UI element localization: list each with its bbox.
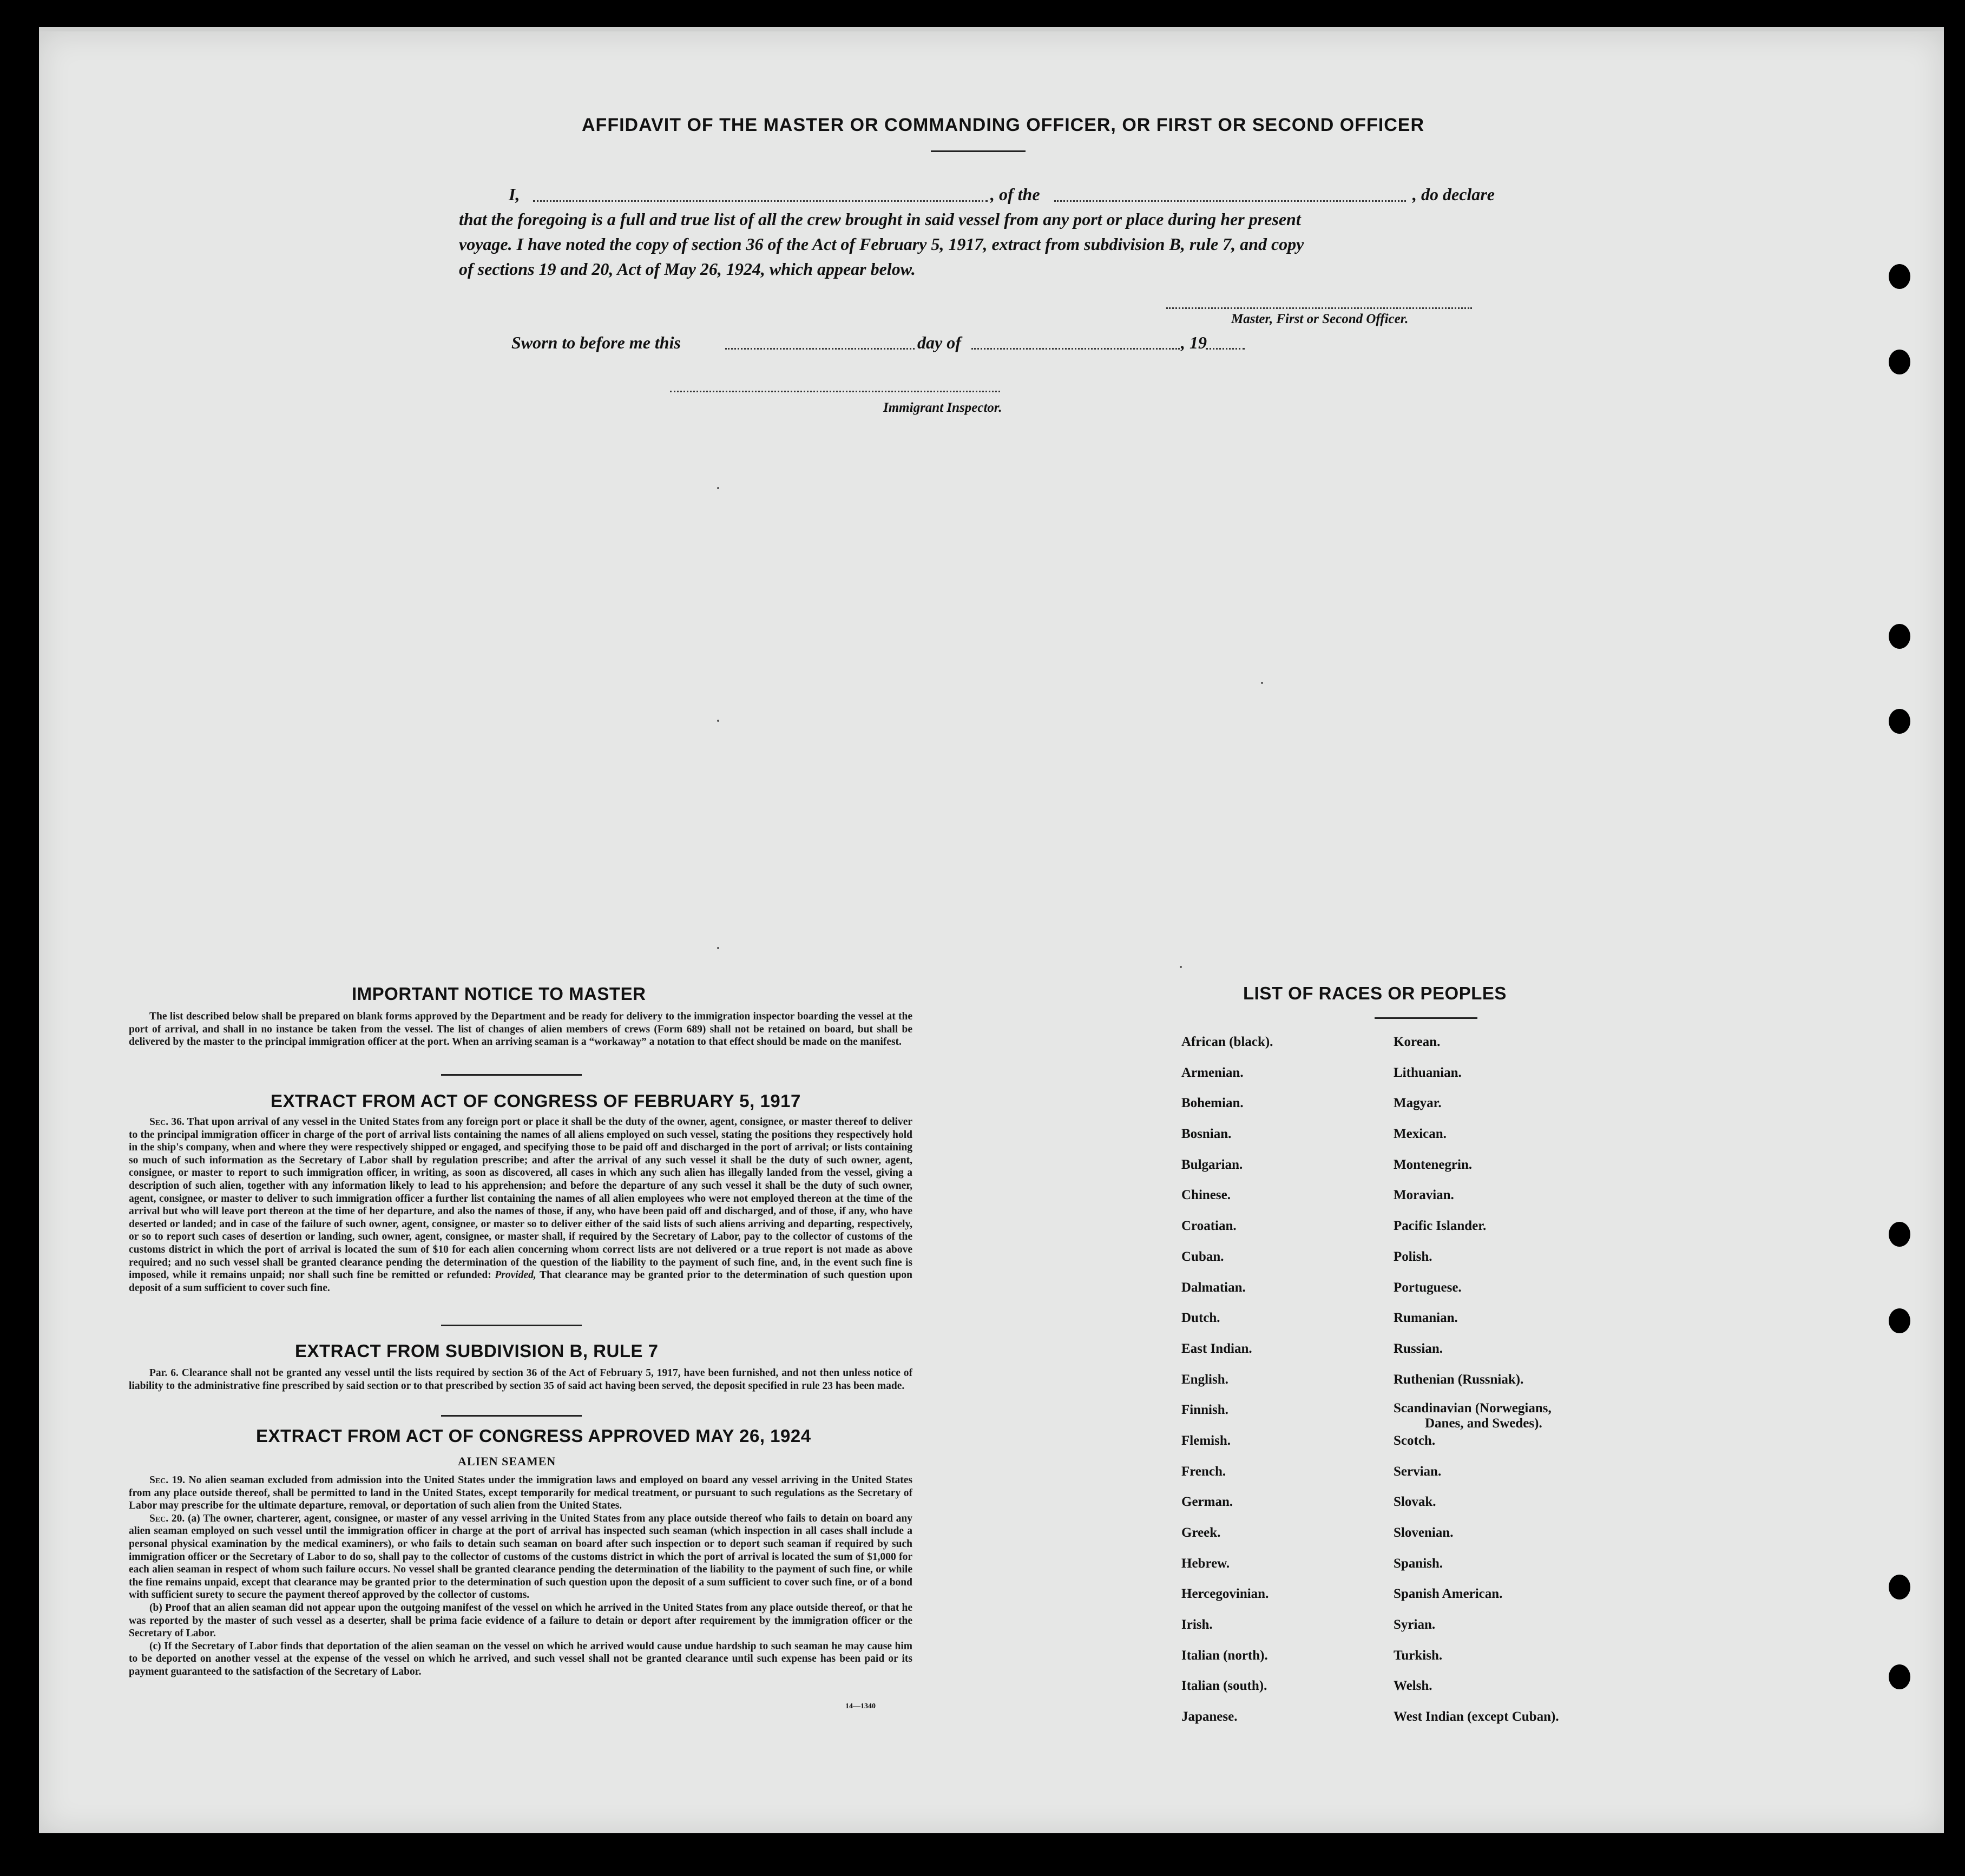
master-signature-label: Master, First or Second Officer. xyxy=(1231,312,1409,326)
inspector-signature-blank[interactable] xyxy=(670,391,1000,392)
race-item: Spanish American. xyxy=(1394,1587,1503,1602)
section-rule xyxy=(441,1415,582,1417)
section-20-label: Sec. 20. xyxy=(149,1512,185,1524)
sworn-month-blank[interactable] xyxy=(971,348,1180,350)
race-item: Turkish. xyxy=(1394,1648,1443,1663)
notice-paragraph: The list described below shall be prepared on blank forms approved by the Department and be ready for delivery to the immigration inspector boarding the vessel at the port of arrival, and shall in no instance be taken from the vessel. The list of changes of alien members of crews (Form 689) shall not be retained on board, but shall be delivered by the master to the principal immigration officer at the port. When an arriving seaman is a “workaway” a notation to that effect should be made on the manifest. xyxy=(129,1011,912,1048)
section-36-label: Sec. 36. xyxy=(149,1116,185,1128)
race-item: Polish. xyxy=(1394,1249,1432,1264)
name-blank[interactable] xyxy=(533,200,988,202)
declaration-line-2: that the foregoing is a full and true list of all the crew brought in said vessel from any port or place during her present xyxy=(459,209,1301,229)
races-right-column xyxy=(1394,1033,1559,1739)
section-36-text-end: That clearance may be granted prior to the determination of such question upon deposit of a sum sufficient to cover such fine. xyxy=(129,1269,912,1294)
extract-1924-title: EXTRACT FROM ACT OF CONGRESS APPROVED MAY 26, 1924 xyxy=(256,1426,811,1446)
section-19-label: Sec. 19. xyxy=(149,1475,186,1486)
race-item: Welsh. xyxy=(1394,1678,1432,1694)
race-item: Spanish. xyxy=(1394,1556,1443,1571)
sworn-day-blank[interactable] xyxy=(725,348,915,350)
race-item: Hebrew. xyxy=(1181,1556,1230,1571)
form-number: 14—1340 xyxy=(845,1702,876,1710)
race-item: Hercegovinian. xyxy=(1181,1587,1269,1602)
sworn-prefix: Sworn to before me this xyxy=(511,333,681,352)
affidavit-title: AFFIDAVIT OF THE MASTER OR COMMANDING OFFICER, OR FIRST OR SECOND OFFICER xyxy=(582,115,1424,135)
race-item: Croatian. xyxy=(1181,1219,1237,1234)
race-item: Ruthenian (Russniak). xyxy=(1394,1372,1524,1387)
extract-rule7-body xyxy=(129,1367,912,1392)
notice-body xyxy=(129,1010,912,1049)
master-signature-blank[interactable] xyxy=(1166,307,1472,309)
binder-hole xyxy=(1889,350,1910,374)
race-item: Italian (south). xyxy=(1181,1678,1267,1694)
race-item: Pacific Islander. xyxy=(1394,1219,1487,1234)
sworn-year-blank[interactable] xyxy=(1206,348,1245,350)
vessel-blank[interactable] xyxy=(1054,200,1406,202)
race-item: Italian (north). xyxy=(1181,1648,1268,1663)
race-item: Servian. xyxy=(1394,1464,1442,1479)
section-20c-paragraph: (c) If the Secretary of Labor finds that deportation of the alien seaman on the vessel on which he arrived would cause undue hardship to such seaman he may cause him to be deported on another vessel at the expense of the vessel on which he arrived, and such vessel shall not be granted clearance until such expense has been paid or its payment guaranteed to the satisfaction of the Secretary of Labor. xyxy=(129,1640,912,1677)
race-item: Bosnian. xyxy=(1181,1127,1232,1142)
race-item: Lithuanian. xyxy=(1394,1065,1462,1080)
declaration-of-the: , of the xyxy=(990,185,1040,204)
binder-hole xyxy=(1889,1222,1910,1247)
extract-rule7-title: EXTRACT FROM SUBDIVISION B, RULE 7 xyxy=(295,1341,659,1361)
alien-seamen-subtitle: ALIEN SEAMEN xyxy=(458,1454,556,1468)
race-item: Dutch. xyxy=(1181,1311,1220,1326)
race-item: African (black). xyxy=(1181,1035,1273,1049)
extract-1924-body xyxy=(129,1474,912,1678)
section-36-paragraph xyxy=(129,1116,912,1294)
binder-hole xyxy=(1889,709,1910,734)
speck xyxy=(1261,682,1263,684)
races-title-rule xyxy=(1375,1017,1477,1019)
race-item: Scandinavian (Norwegians, Danes, and Swedes). xyxy=(1394,1401,1559,1432)
race-item: Bohemian. xyxy=(1181,1096,1244,1111)
races-title: LIST OF RACES OR PEOPLES xyxy=(1243,983,1507,1003)
race-item: West Indian (except Cuban). xyxy=(1394,1709,1559,1724)
race-item: Chinese. xyxy=(1181,1188,1231,1203)
race-item: Montenegrin. xyxy=(1394,1157,1473,1172)
race-item: Greek. xyxy=(1181,1525,1221,1540)
race-item: Cuban. xyxy=(1181,1249,1224,1264)
race-item: Dalmatian. xyxy=(1181,1280,1246,1295)
race-item: Japanese. xyxy=(1181,1709,1238,1724)
race-item: Mexican. xyxy=(1394,1127,1447,1142)
speck xyxy=(717,487,719,489)
races-left-column xyxy=(1181,1033,1273,1739)
race-item: Magyar. xyxy=(1394,1096,1442,1111)
race-item: Slovak. xyxy=(1394,1495,1436,1510)
section-rule xyxy=(441,1325,582,1326)
notice-title: IMPORTANT NOTICE TO MASTER xyxy=(352,984,646,1004)
extract-1917-title: EXTRACT FROM ACT OF CONGRESS OF FEBRUARY 5, 1917 xyxy=(271,1091,801,1111)
race-item: French. xyxy=(1181,1464,1226,1479)
race-item: Slovenian. xyxy=(1394,1525,1454,1540)
section-19-text: No alien seaman excluded from admission into the United States under the immigration laws and employed on board any vessel arriving in the United States from any place outside thereof, shall be permitted to land in the United States, except temporarily for medical treatment, or pursuant to such regulations as the Secretary of Labor may prescribe for the ultimate departure, removal, or deportation of such alien from the United States. xyxy=(129,1475,912,1512)
provided-word: Provided, xyxy=(495,1269,536,1281)
section-19-paragraph xyxy=(129,1474,912,1512)
race-item: Korean. xyxy=(1394,1035,1441,1049)
extract-1917-body xyxy=(129,1116,912,1294)
race-item: Bulgarian. xyxy=(1181,1157,1243,1172)
section-20b-paragraph: (b) Proof that an alien seaman did not appear upon the outgoing manifest of the vessel on which he arrived in the United States from any place outside thereof, or that he was reported by the master of such vessel as a deserter, shall be prima facie evidence of a failure to detain or deport after requirement by the immigration officer or the Secretary of Labor. xyxy=(129,1602,912,1640)
race-item-continuation: Danes, and Swedes). xyxy=(1425,1416,1542,1431)
binder-hole xyxy=(1889,264,1910,289)
binder-hole xyxy=(1889,1664,1910,1689)
race-item: East Indian. xyxy=(1181,1341,1252,1356)
section-20a-text: (a) The owner, charterer, agent, consignee, or master of any vessel arriving in the United States from any place outside thereof who fails to detain on board any alien seaman employed on such vessel until the immigration officer in charge at the port of arrival has inspected such seaman (which inspection in all cases shall include a personal physical examination by the medical examiners), or who fails to detain such seaman on board after such inspection or to deport such seaman if required by such immigration officer or the Secretary of Labor to do so, shall pay to the collector of customs of the customs district in which the port of arrival is located the sum of $1,000 for each alien seaman in respect of whom such failure occurs. No vessel shall be granted clearance pending the determination of the liability to the payment of such fine, or while the fine remains unpaid, except that clearance may be granted prior to the determination of such question upon the deposit of a sum sufficient to cover such fine, or of a bond with sufficient surety to secure the payment thereof approved by the collector of customs. xyxy=(129,1512,912,1601)
declaration-do-declare: , do declare xyxy=(1412,185,1495,204)
declaration-i: I, xyxy=(509,185,520,204)
section-36-text: That upon arrival of any vessel in the United States from any foreign port or place it shall be the duty of the owner, agent, consignee, or master thereof to deliver to the principal immigration officer in charge of the port of arrival lists containing the names of all aliens employed on such vessel, stating the positions they respectively hold in the ship's company, when and where they were respectively shipped or engaged, and specifying those to be paid off and discharged in the port of arrival; or lists containing so much of such information as the Secretary of Labor shall by regulation prescribe; and after the arrival of any such vessel it shall be the duty of such owner, agent, consignee, or master to report to such immigration officer, in writing, as soon as discovered, all cases in which any such alien has illegally landed from the vessel, giving a description of such alien, together with any information likely to lead to his apprehension; and before the departure of any such vessel it shall be the duty of such owner, agent, consignee, or master to deliver to such immigration officer a further list containing the names of all alien employees who were not employed thereon at the time of the arrival but who will leave port thereon at the time of her departure, and also the names of those, if any, who have been paid off and discharged, and of those, if any, who have deserted or landed; and in case of the failure of such owner, agent, consignee, or master so to deliver either of the said lists of such aliens arriving and departing, respectively, or so to report such cases of desertion or landing, such owner, agent, consignee, or master shall, if required by the Secretary of Labor, pay to the collector of customs of the customs district in which the port of arrival is located the sum of $10 for each alien concerning whom correct lists are not delivered or a true report is not made as above required; and no such vessel shall be granted clearance pending the determination of the question of the liability to the payment of such fine, and, in the event such fine is imposed, while it remains unpaid; nor shall such fine be remitted or refunded: xyxy=(129,1116,913,1281)
race-item: German. xyxy=(1181,1495,1233,1510)
race-item: Finnish. xyxy=(1181,1403,1228,1418)
race-item: Portuguese. xyxy=(1394,1280,1462,1295)
race-item: Moravian. xyxy=(1394,1188,1454,1203)
binder-hole xyxy=(1889,1575,1910,1599)
race-item: Armenian. xyxy=(1181,1065,1244,1080)
binder-hole xyxy=(1889,1308,1910,1333)
race-item: Syrian. xyxy=(1394,1617,1436,1633)
speck xyxy=(717,720,719,722)
declaration-line-3: voyage. I have noted the copy of section 36 of the Act of February 5, 1917, extract from subdivision B, rule 7, and copy xyxy=(459,234,1304,254)
race-item: Russian. xyxy=(1394,1341,1443,1356)
binder-hole xyxy=(1889,624,1910,649)
race-item: Flemish. xyxy=(1181,1433,1231,1448)
paragraph-6: Par. 6. Clearance shall not be granted any vessel until the lists required by section 36 of the Act of February 5, 1917, have been furnished, and not then unless notice of liability to the administrative fine prescribed by said section or to that prescribed by section 35 of said act having been served, the deposit specified in rule 23 has been made. xyxy=(129,1367,912,1392)
sworn-year: , 19 xyxy=(1181,333,1207,352)
race-item: English. xyxy=(1181,1372,1228,1387)
sworn-day-of: day of xyxy=(917,333,961,352)
title-rule xyxy=(931,150,1026,152)
race-item: Scotch. xyxy=(1394,1433,1436,1448)
section-20a-paragraph xyxy=(129,1512,912,1602)
speck xyxy=(717,947,719,949)
race-item: Rumanian. xyxy=(1394,1311,1458,1326)
inspector-label: Immigrant Inspector. xyxy=(883,400,1002,415)
section-rule xyxy=(441,1074,582,1076)
speck xyxy=(1180,966,1182,968)
race-item: Irish. xyxy=(1181,1617,1213,1633)
declaration-line-4: of sections 19 and 20, Act of May 26, 1924, which appear below. xyxy=(459,259,916,279)
